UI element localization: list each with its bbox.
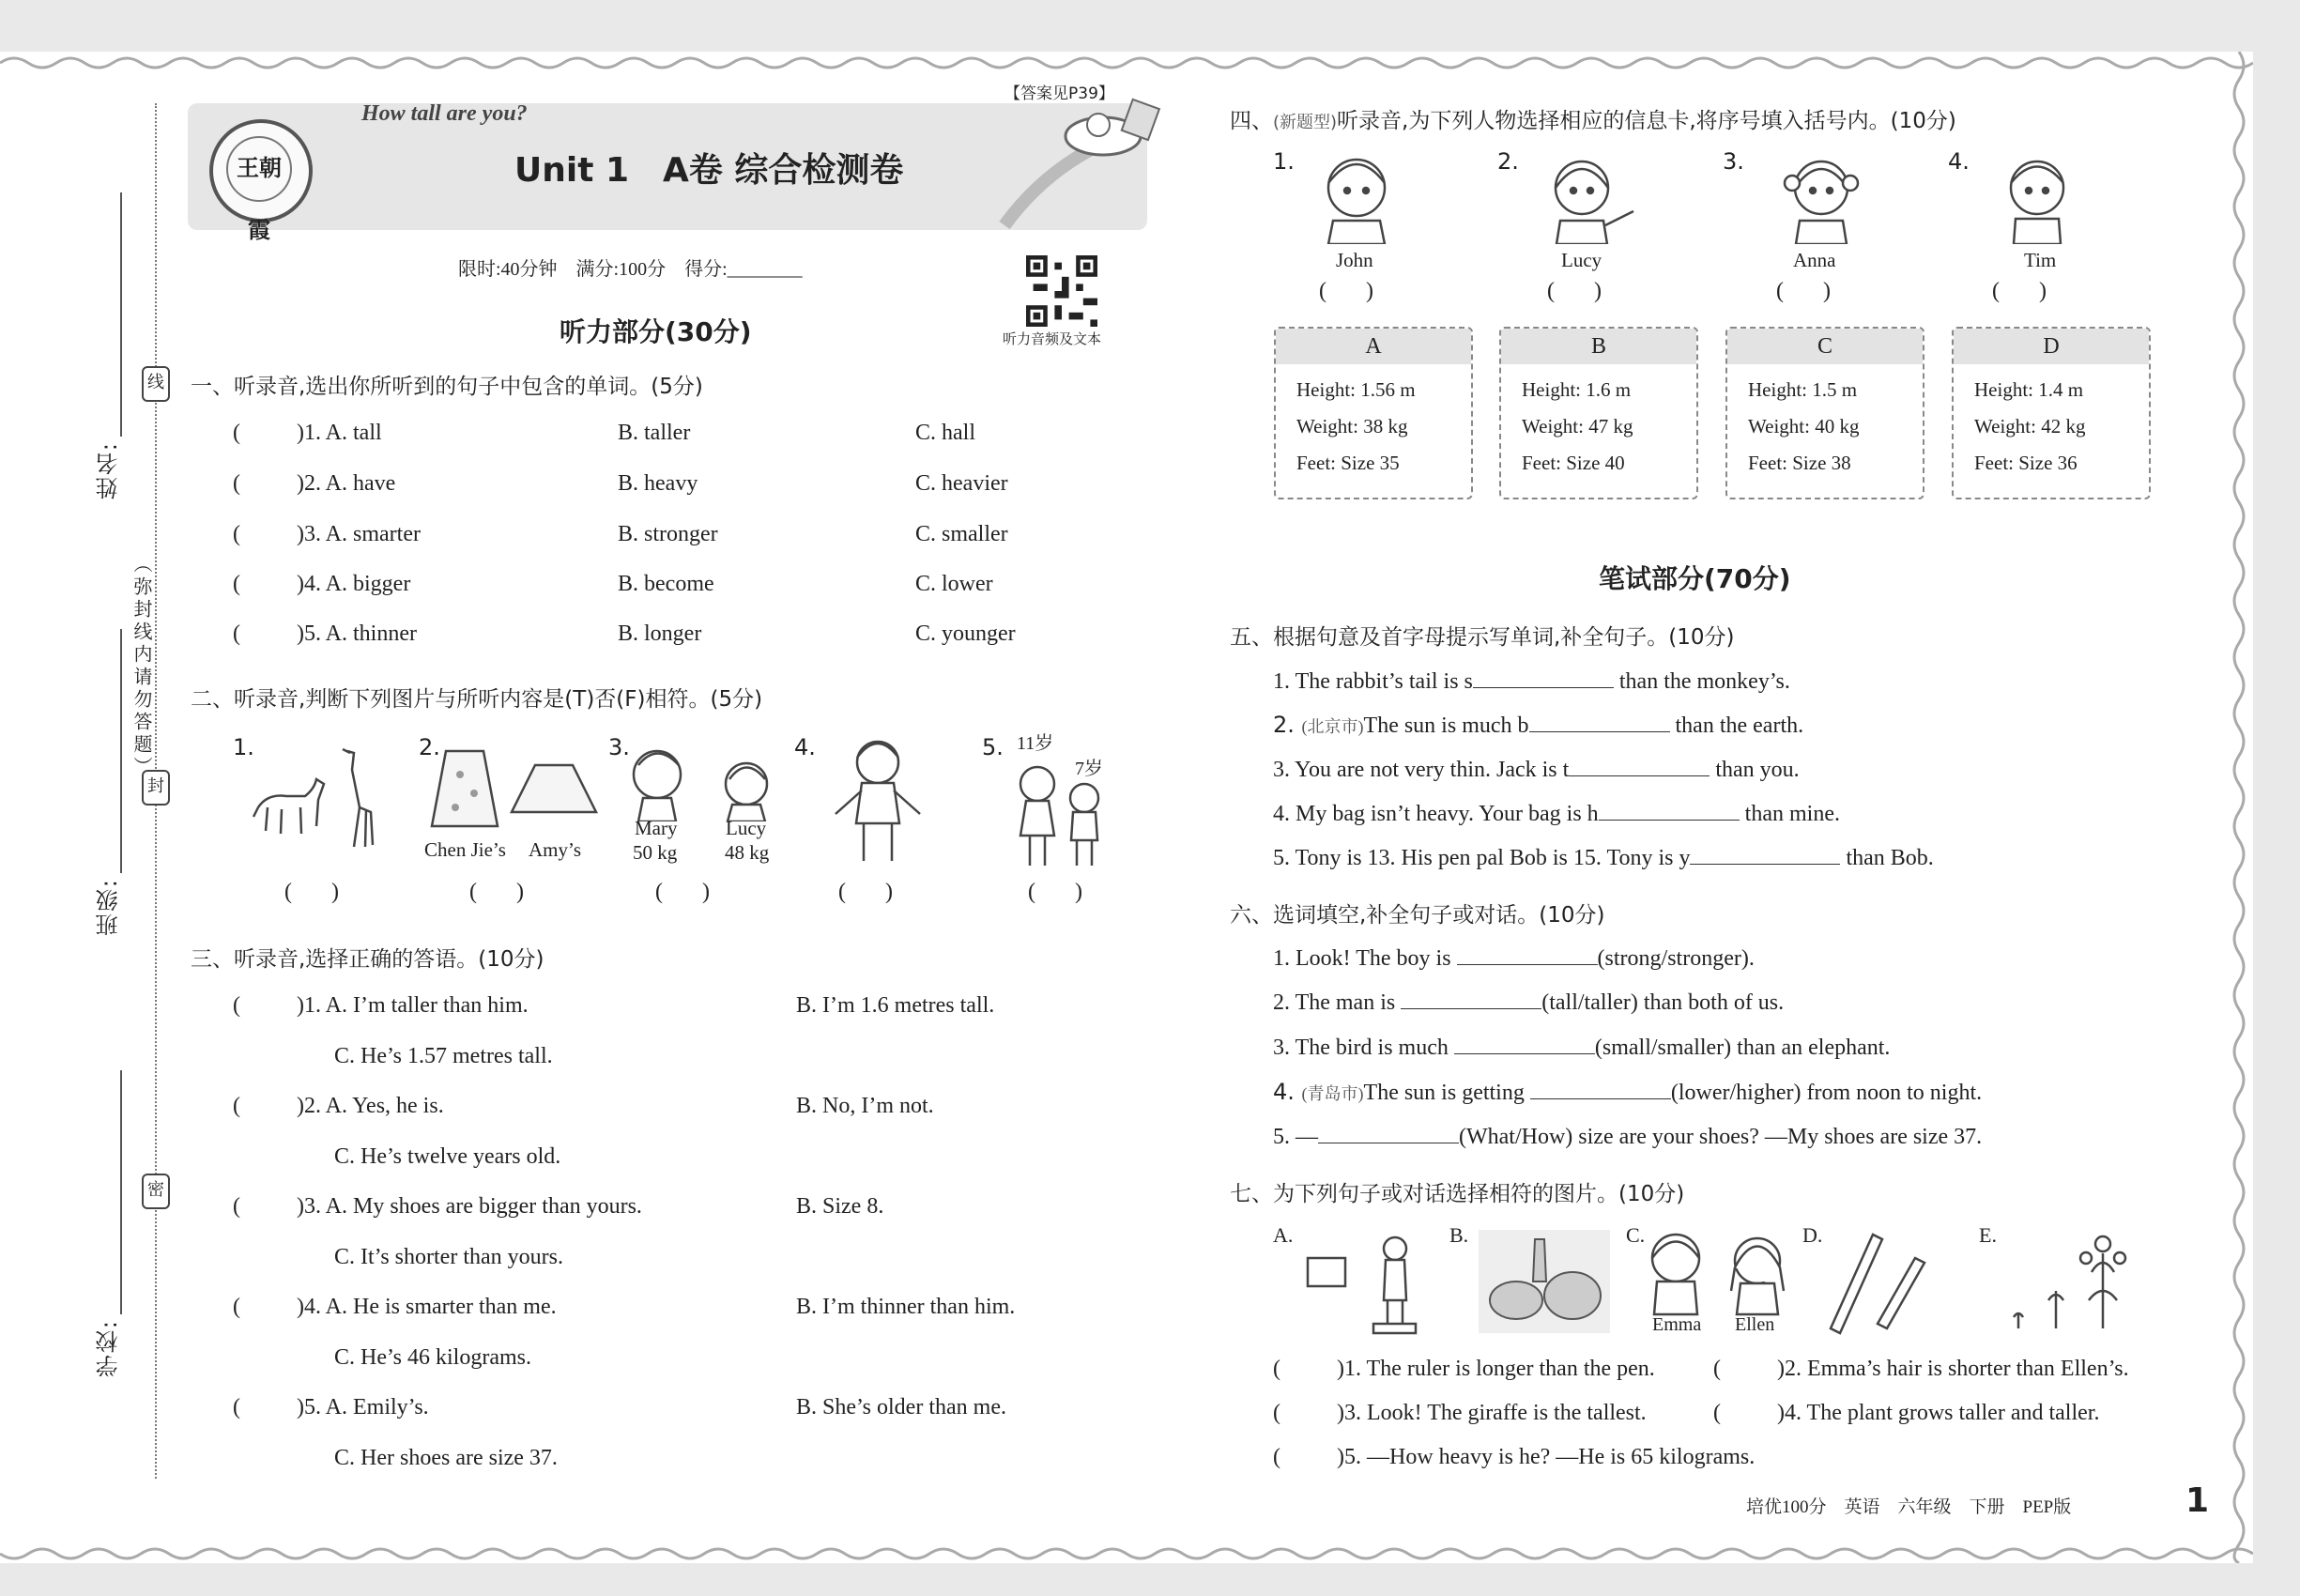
answer-blank[interactable] (1401, 988, 1541, 1009)
answer-blank[interactable] (1454, 1033, 1595, 1054)
part3-option-a[interactable]: ( )4. A. He is smarter than me. (233, 1295, 557, 1319)
footer-text: 培优100分 英语 六年级 下册 PEP版 (1746, 1497, 2072, 1517)
anna-portrait (1779, 146, 1863, 244)
part1-option-c[interactable]: C. smaller (915, 522, 1008, 546)
seal-xian: 线 (142, 366, 170, 402)
logo-text: 王朝霞 (226, 136, 292, 202)
wavy-border-bottom (0, 1540, 2253, 1568)
page-title: Unit 1 A卷 综合检测卷 (514, 151, 904, 190)
person-name: John (1336, 249, 1373, 271)
card-feet: Feet: Size 38 (1748, 452, 1851, 474)
caption-age-11: 11岁 (1017, 733, 1054, 754)
answer-blank[interactable] (1473, 667, 1614, 688)
part5-heading: 五、根据句意及首字母提示写单词,补全句子。(10分) (1230, 625, 1735, 650)
caption-chen-jie: Chen Jie’s (424, 838, 506, 861)
part3-option-a[interactable]: ( )2. A. Yes, he is. (233, 1094, 444, 1118)
class-label: 班级: (96, 878, 122, 937)
person-number: 4. (1948, 148, 1970, 175)
answer-blank[interactable] (1599, 799, 1740, 821)
binding-note: （弥封线内请勿答题） (130, 554, 153, 779)
part3-option-c[interactable]: C. He’s twelve years old. (334, 1144, 561, 1169)
part1-option-b[interactable]: B. taller (618, 421, 691, 445)
part5-item: 2. (北京市)The sun is much b than the earth. (1273, 712, 1804, 738)
part6-item: 2. The man is (tall/taller) than both of us. (1273, 988, 1784, 1016)
part7-item[interactable]: ( )5. —How heavy is he? —He is 65 kilograms. (1273, 1445, 1756, 1469)
animals-picture (1479, 1230, 1610, 1333)
part2-label-1: 1. (233, 734, 254, 760)
caption-age-7: 7岁 (1075, 759, 1103, 779)
part1-option-b[interactable]: B. heavy (618, 471, 698, 496)
part1-item[interactable]: ( )2. A. have (233, 471, 396, 496)
person-number: 2. (1497, 148, 1519, 175)
girl-picture (826, 734, 929, 866)
seal-feng: 封 (142, 770, 170, 806)
picture-letter: E. (1979, 1223, 1997, 1247)
part2-label-2: 2. (419, 734, 440, 760)
caption-mary-weight: 50 kg (633, 841, 678, 864)
tim-portrait (1995, 146, 2079, 244)
answer-reference: 【答案见P39】 (1004, 84, 1114, 103)
card-height: Height: 1.4 m (1974, 378, 2084, 401)
writing-section-title: 笔试部分(70分) (1599, 563, 1791, 594)
part7-heading: 七、为下列句子或对话选择相符的图片。(10分) (1230, 1182, 1685, 1206)
part1-option-b[interactable]: B. become (618, 572, 714, 596)
person-number: 3. (1723, 148, 1744, 175)
info-card-a (1274, 327, 1473, 499)
two-children-picture (1009, 760, 1112, 868)
part1-option-b[interactable]: B. stronger (618, 522, 718, 546)
person-name: Tim (2024, 249, 2057, 271)
part7-item[interactable]: ( )4. The plant grows taller and taller. (1713, 1401, 2100, 1425)
part3-option-a[interactable]: ( )1. A. I’m taller than him. (233, 993, 529, 1018)
card-weight: Weight: 40 kg (1748, 415, 1860, 437)
caption-emma: Emma (1652, 1314, 1702, 1335)
card-letter: D (1954, 329, 2149, 364)
picture-letter: D. (1802, 1223, 1823, 1247)
name-label: 姓名: (96, 441, 122, 500)
part3-option-b[interactable]: B. I’m thinner than him. (796, 1295, 1016, 1319)
part2-label-4: 4. (794, 734, 816, 760)
card-weight: Weight: 38 kg (1296, 415, 1408, 437)
answer-blank[interactable] (1690, 843, 1840, 865)
part6-item: 1. Look! The boy is (strong/stronger). (1273, 944, 1755, 972)
part3-option-b[interactable]: B. Size 8. (796, 1194, 884, 1219)
school-blank[interactable] (120, 1070, 122, 1314)
part4-answer-paren[interactable]: ( ) (1992, 279, 2047, 303)
publisher-logo (209, 119, 313, 243)
part7-item[interactable]: ( )3. Look! The giraffe is the tallest. (1273, 1401, 1647, 1425)
part3-option-c[interactable]: C. He’s 46 kilograms. (334, 1345, 531, 1370)
part3-option-c[interactable]: C. He’s 1.57 metres tall. (334, 1044, 553, 1068)
card-feet: Feet: Size 36 (1974, 452, 2078, 474)
answer-blank[interactable] (1457, 944, 1598, 965)
part5-item: 3. You are not very thin. Jack is t than you. (1273, 755, 1800, 783)
part7-item[interactable]: ( )2. Emma’s hair is shorter than Ellen’s. (1713, 1357, 2129, 1381)
part6-heading: 六、选词填空,补全句子或对话。(10分) (1230, 903, 1605, 928)
part1-option-c[interactable]: C. younger (915, 622, 1016, 646)
ruler-pen-picture (1821, 1230, 1934, 1338)
rocket-illustration (986, 89, 1164, 230)
part4-answer-paren[interactable]: ( ) (1776, 279, 1831, 303)
info-card-d (1952, 327, 2151, 499)
john-portrait (1314, 146, 1399, 244)
part5-item: 5. Tony is 13. His pen pal Bob is 15. Tony is y than Bob. (1273, 843, 1934, 871)
part2-answer-paren[interactable]: ( ) (655, 880, 710, 904)
answer-blank[interactable] (1569, 755, 1710, 776)
part4-answer-paren[interactable]: ( ) (1319, 279, 1373, 303)
growing-plant-picture (2000, 1225, 2140, 1338)
page-number: 1 (2185, 1481, 2210, 1520)
answer-blank[interactable] (1530, 1078, 1671, 1099)
info-card-c (1725, 327, 1924, 499)
part4-answer-paren[interactable]: ( ) (1547, 279, 1602, 303)
mary-lucy-picture (624, 742, 793, 821)
card-feet: Feet: Size 40 (1522, 452, 1625, 474)
caption-lucy: Lucy (726, 817, 767, 839)
card-weight: Weight: 42 kg (1974, 415, 2086, 437)
caption-mary: Mary (635, 817, 678, 839)
card-letter: B (1501, 329, 1696, 364)
qr-code-icon[interactable] (1026, 255, 1097, 327)
person-number: 1. (1273, 148, 1295, 175)
part2-answer-paren[interactable]: ( ) (469, 880, 524, 904)
part1-option-c[interactable]: C. lower (915, 572, 993, 596)
part3-option-c[interactable]: C. Her shoes are size 37. (334, 1446, 558, 1470)
part4-heading: 四、(新题型)听录音,为下列人物选择相应的信息卡,将序号填入括号内。(10分) (1230, 109, 1956, 133)
horse-giraffe-picture (249, 742, 390, 854)
part1-heading: 一、听录音,选出你所听到的句子中包含的单词。(5分) (191, 375, 703, 399)
part3-option-b[interactable]: B. I’m 1.6 metres tall. (796, 993, 995, 1018)
answer-blank[interactable] (1318, 1122, 1459, 1143)
part2-label-3: 3. (608, 734, 630, 760)
caption-ellen: Ellen (1735, 1314, 1775, 1335)
part1-item[interactable]: ( )4. A. bigger (233, 572, 411, 596)
class-blank[interactable] (120, 629, 122, 873)
part3-option-c[interactable]: C. It’s shorter than yours. (334, 1245, 563, 1269)
listening-section-title: 听力部分(30分) (560, 316, 752, 347)
card-letter: C (1727, 329, 1923, 364)
part1-option-c[interactable]: C. heavier (915, 471, 1008, 496)
answer-blank[interactable] (1529, 711, 1670, 732)
exam-info: 限时:40分钟 满分:100分 得分:________ (458, 259, 803, 280)
part3-option-a[interactable]: ( )3. A. My shoes are bigger than yours. (233, 1194, 642, 1219)
wavy-border-right (2225, 52, 2253, 1563)
unit-subtitle: How tall are you? (361, 101, 528, 126)
part1-option-b[interactable]: B. longer (618, 622, 702, 646)
card-height: Height: 1.5 m (1748, 378, 1858, 401)
lucy-portrait (1540, 146, 1638, 244)
part1-item[interactable]: ( )1. A. tall (233, 421, 382, 445)
seal-mi: 密 (142, 1174, 170, 1209)
caption-amy: Amy’s (529, 838, 582, 861)
card-height: Height: 1.6 m (1522, 378, 1632, 401)
part5-item: 1. The rabbit’s tail is s than the monkey’s. (1273, 667, 1790, 695)
part1-item[interactable]: ( )3. A. smarter (233, 522, 421, 546)
qr-label: 听力音频及文本 (1003, 330, 1102, 347)
picture-letter: A. (1273, 1223, 1294, 1247)
info-card-b (1499, 327, 1698, 499)
part3-option-b[interactable]: B. She’s older than me. (796, 1395, 1006, 1420)
part2-heading: 二、听录音,判断下列图片与所听内容是(T)否(F)相符。(5分) (191, 687, 763, 712)
part6-item: 4. (青岛市)The sun is getting (lower/higher) from noon to night. (1273, 1079, 1983, 1105)
picture-letter: B. (1449, 1223, 1469, 1247)
part3-heading: 三、听录音,选择正确的答语。(10分) (191, 947, 544, 972)
caption-lucy-weight: 48 kg (725, 841, 770, 864)
scale-weighing-picture (1303, 1230, 1425, 1338)
part2-answer-paren[interactable]: ( ) (284, 880, 339, 904)
part3-option-b[interactable]: B. No, I’m not. (796, 1094, 934, 1118)
emma-ellen-picture (1643, 1225, 1793, 1319)
two-skirts-picture (422, 746, 601, 845)
part2-answer-paren[interactable]: ( ) (1028, 880, 1082, 904)
card-height: Height: 1.56 m (1296, 378, 1416, 401)
part5-item: 4. My bag isn’t heavy. Your bag is h than mine. (1273, 799, 1840, 827)
part2-label-5: 5. (982, 734, 1004, 760)
part6-item: 5. — (What/How) size are your shoes? —My shoes are size 37. (1273, 1122, 1982, 1150)
card-weight: Weight: 47 kg (1522, 415, 1633, 437)
card-letter: A (1276, 329, 1471, 364)
part1-item[interactable]: ( )5. A. thinner (233, 622, 417, 646)
part3-option-a[interactable]: ( )5. A. Emily’s. (233, 1395, 429, 1420)
school-label: 学校: (96, 1319, 122, 1378)
picture-letter: C. (1626, 1223, 1646, 1247)
person-name: Lucy (1561, 249, 1602, 271)
part1-option-c[interactable]: C. hall (915, 421, 975, 445)
part6-item: 3. The bird is much (small/smaller) than an elephant. (1273, 1033, 1890, 1061)
person-name: Anna (1793, 249, 1836, 271)
part2-answer-paren[interactable]: ( ) (838, 880, 893, 904)
name-blank[interactable] (120, 192, 122, 437)
part7-item[interactable]: ( )1. The ruler is longer than the pen. (1273, 1357, 1655, 1381)
card-feet: Feet: Size 35 (1296, 452, 1400, 474)
wavy-border-top (0, 49, 2253, 77)
